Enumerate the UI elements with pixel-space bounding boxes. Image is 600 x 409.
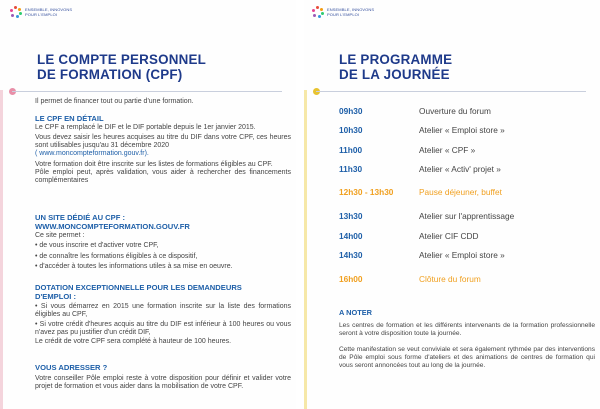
schedule-activity: Pause déjeuner, buffet bbox=[419, 187, 502, 197]
title-divider bbox=[12, 91, 282, 92]
contact-section bbox=[35, 364, 291, 391]
note-text-1: Les centres de formation et les différents intervenants de la formation professionnelle seront à votre disposition toute la journée. bbox=[339, 322, 595, 337]
logo bbox=[312, 6, 374, 18]
note-heading: A NOTER bbox=[339, 308, 372, 317]
programme-title-line-2: DE LA JOURNÉE bbox=[339, 67, 450, 82]
site-lead: Ce site permet : bbox=[35, 232, 85, 240]
schedule-activity: Atelier « Activ' projet » bbox=[419, 164, 501, 174]
cpf-detail-section bbox=[35, 115, 291, 186]
schedule-time: 16h00 bbox=[339, 274, 363, 284]
logo-mark-icon bbox=[312, 6, 324, 18]
note-text-2: Cette manifestation se veut conviviale et sera également rythmée par des interventions de Pôle emploi sous forme d'ateliers et des animations de centres de formation qui vous seront annoncées tout au long de la journée. bbox=[339, 346, 595, 369]
schedule-time: 11h00 bbox=[339, 145, 363, 155]
cpf-detail-p3: Votre formation doit être inscrite sur les listes de formations éligibles au CPF. bbox=[35, 160, 273, 168]
schedule-time: 09h30 bbox=[339, 106, 363, 116]
cpf-detail-p1: Le CPF a remplacé le DIF et le DIF portable depuis le 1er janvier 2015. bbox=[35, 123, 256, 131]
cpf-detail-p4: Pôle emploi peut, après validation, vous aider à rechercher des financements complémentaires bbox=[35, 169, 291, 185]
logo-line-1: ENSEMBLE, INNOVONS bbox=[25, 7, 73, 12]
schedule-activity: Atelier « Emploi store » bbox=[419, 250, 505, 260]
schedule-time: 13h30 bbox=[339, 211, 363, 221]
site-item: • de connaître les formations éligibles à ce dispositif, bbox=[35, 253, 291, 261]
accent-bar-yellow bbox=[304, 90, 307, 409]
programme-title-line-1: LE PROGRAMME bbox=[339, 52, 453, 67]
schedule-activity: Atelier sur l'apprentissage bbox=[419, 211, 515, 221]
site-section bbox=[35, 214, 291, 271]
schedule-time: 11h30 bbox=[339, 164, 363, 174]
cpf-detail-heading: LE CPF EN DÉTAIL bbox=[35, 114, 104, 123]
schedule-activity: Atelier « CPF » bbox=[419, 145, 476, 155]
site-item: • de vous inscrire et d'activer votre CPF, bbox=[35, 242, 291, 250]
schedule-activity: Clôture du forum bbox=[419, 274, 481, 284]
dotation-heading-1: DOTATION EXCEPTIONNELLE POUR LES DEMANDEURS bbox=[35, 283, 242, 292]
site-heading-1: UN SITE DÉDIÉ AU CPF : bbox=[35, 213, 126, 222]
title-divider bbox=[316, 91, 586, 92]
logo-mark-icon bbox=[10, 6, 22, 18]
logo bbox=[10, 6, 72, 18]
cpf-panel bbox=[0, 0, 296, 409]
dotation-item: • Si vous démarrez en 2015 une formation inscrite sur la liste des formations éligibles au CPF, bbox=[35, 303, 291, 320]
logo-line-2: POUR L'EMPLOI bbox=[327, 12, 360, 17]
dotation-heading-2: D'EMPLOI : bbox=[35, 291, 77, 301]
accent-bar-pink bbox=[0, 90, 3, 409]
schedule-activity: Atelier CIF CDD bbox=[419, 231, 479, 241]
logo-text bbox=[25, 7, 72, 17]
intro-text: Il permet de financer tout ou partie d'une formation. bbox=[35, 98, 194, 105]
logo-line-1: ENSEMBLE, INNOVONS bbox=[327, 7, 375, 12]
cpf-title bbox=[37, 52, 206, 82]
dotation-section bbox=[35, 284, 291, 347]
contact-text: Votre conseiller Pôle emploi reste à votre disposition pour définir et valider votre projet de formation et vous aider dans la mobilisation de votre CPF. bbox=[35, 374, 291, 390]
schedule-activity: Atelier « Emploi store » bbox=[419, 125, 505, 135]
schedule-time: 10h30 bbox=[339, 125, 363, 135]
cpf-detail-p2: Vous devez saisir les heures acquises au titre du DIF dans votre CPF, ces heures sont utilisables jusqu'au 31 décembre 2020 bbox=[35, 133, 291, 150]
programme-title bbox=[339, 52, 452, 82]
site-heading-link[interactable]: WWW.MONCOMPTEFORMATION.GOUV.FR bbox=[35, 221, 190, 231]
contact-heading: VOUS ADRESSER ? bbox=[35, 363, 108, 372]
dotation-end: Le crédit de votre CPF sera complété à hauteur de 100 heures. bbox=[35, 338, 232, 346]
cpf-title-line-2: DE FORMATION (CPF) bbox=[37, 67, 183, 82]
schedule-time: 14h30 bbox=[339, 250, 363, 260]
logo-line-2: POUR L'EMPLOI bbox=[25, 12, 58, 17]
schedule-time: 14h00 bbox=[339, 231, 363, 241]
dotation-item: • Si votre crédit d'heures acquis au titre du DIF est inférieur à 100 heures ou vous n'avez pas pu justifier d'un crédit DIF, bbox=[35, 321, 291, 338]
schedule-activity: Ouverture du forum bbox=[419, 106, 491, 116]
cpf-site-link[interactable]: ( www.moncompteformation.gouv.fr). bbox=[35, 150, 149, 158]
cpf-title-line-1: LE COMPTE PERSONNEL bbox=[37, 52, 206, 67]
site-item: • d'accéder à toutes les informations utiles à sa mise en oeuvre. bbox=[35, 263, 291, 271]
schedule-time: 12h30 - 13h30 bbox=[339, 187, 394, 197]
logo-text bbox=[327, 7, 374, 17]
